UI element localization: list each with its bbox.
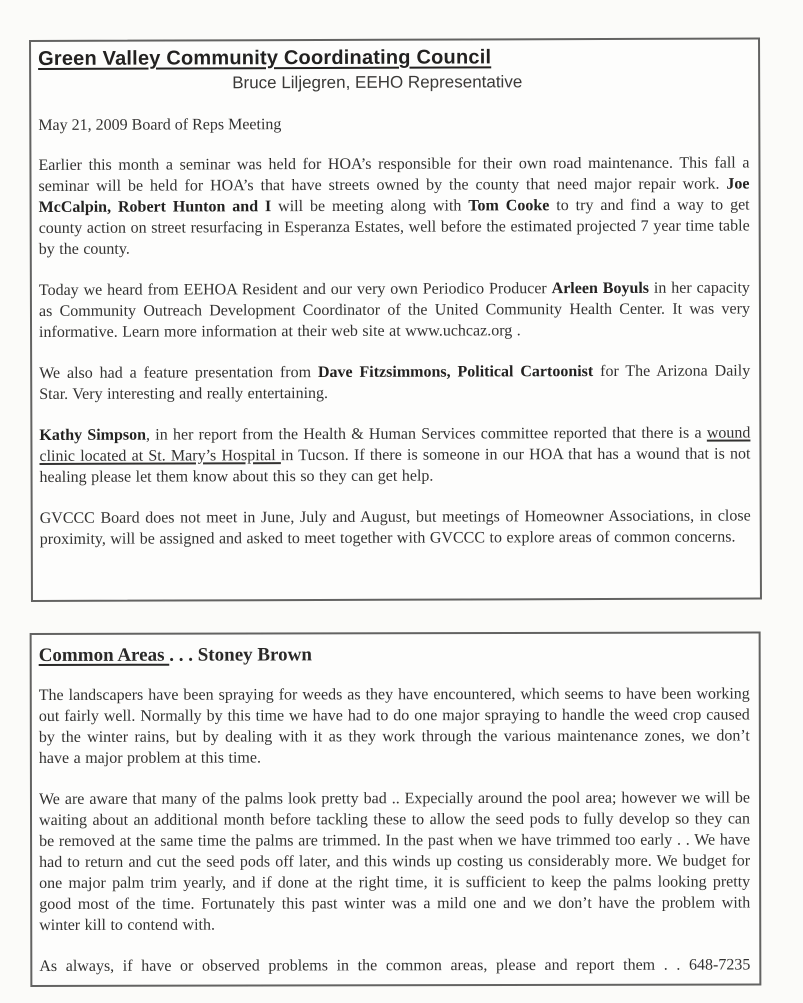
bold-text: Joe McCalpin, Robert Hunton and I	[38, 175, 750, 216]
text-run: We also had a feature presentation from	[39, 363, 318, 382]
bold-text: Tom Cooke	[468, 197, 550, 215]
text-run: in Tucson. If there is someone in our HOA that has a wound that is not healing please let them know about this so they can get help.	[39, 445, 751, 486]
council-subtitle: Bruce Liljegren, EEHO Representative	[232, 72, 523, 93]
underlined-text: wound clinic located at St. Mary’s Hospital	[39, 424, 751, 465]
text-run: The landscapers have been spraying for weeds as they have encountered, which seems to have been working out fairly well. Normally by this time we have had to do one major spraying to handle the weed crop caused by the winter rains, but by dealing with it as they work through the various maintenance zones, we don’t have a major problem at this time.	[38, 685, 750, 767]
paragraph	[39, 422, 750, 487]
text-run: GVCCC Board does not meet in June, July and August, but meetings of Homeowner Associations, in close proximity, will be assigned and asked to meet together with GVCCC to explore areas of common concerns.	[39, 507, 751, 548]
text-run: in her capacity as Community Outreach Development Coordinator of the United Community Health Center. It was very informative. Learn more information at their web site at www.uchcaz.org .	[38, 279, 750, 341]
bold-text: Dave Fitzsimmons, Political Cartoonist	[317, 363, 594, 381]
paragraph	[39, 787, 750, 935]
bold-text: Kathy Simpson	[39, 426, 147, 444]
text-run: As always, if have or observed problems in the common areas, please and report them . . 648-7235	[39, 956, 751, 975]
paragraph	[39, 683, 750, 768]
paragraph	[38, 152, 749, 259]
paragraph	[39, 277, 750, 342]
common-areas-paragraphs	[39, 683, 751, 976]
council-title: Green Valley Community Coordinating Council	[38, 46, 492, 70]
council-report-section	[29, 37, 762, 602]
council-paragraphs	[38, 152, 750, 549]
meeting-date-line: May 21, 2009 Board of Reps Meeting	[38, 116, 282, 134]
paragraph	[39, 954, 750, 976]
text-run: Today we heard from EEHOA Resident and our very own Periodico Producer	[38, 280, 552, 299]
paragraph	[40, 505, 751, 549]
text-run: We are aware that many of the palms look pretty bad .. Expecially around the pool area; however we will be waiting about an additional month before tackling these to allow the seed pods to fully develop so they can be removed at the same time the palms are trimmed. In the past when we have trimmed too early . . We have had to return and cut the seed pods off later, and this winds up costing us considerably more. We budget for one major palm trim yearly, and if done at the right time, it is sufficient to keep the palms looking pretty good most of the time. Fortunately this past winter was a mild one and we don’t have the problem with winter kill to contend with.	[38, 789, 751, 934]
paragraph	[39, 360, 750, 404]
text-run: , in her report from the Health & Human Services committee reported that there is a	[145, 424, 707, 444]
bold-text: Arleen Boyuls	[551, 279, 650, 298]
common-areas-heading-author: . . . Stoney Brown	[169, 644, 312, 666]
text-run: for The Arizona Daily Star. Very interesting and really entertaining.	[39, 362, 751, 403]
common-areas-section	[30, 631, 762, 987]
text-run: will be meeting along with	[271, 197, 469, 216]
common-areas-heading-title: Common Areas	[38, 644, 170, 666]
text-run: Earlier this month a seminar was held for HOA’s responsible for their own road maintenance. This fall a seminar will be held for HOA’s that have streets owned by the county that need major repair work.	[38, 154, 750, 195]
common-areas-heading	[39, 643, 750, 666]
text-run: to try and find a way to get county action on street resurfacing in Esperanza Estates, well before the estimated projected 7 year time table by the county.	[38, 196, 750, 258]
